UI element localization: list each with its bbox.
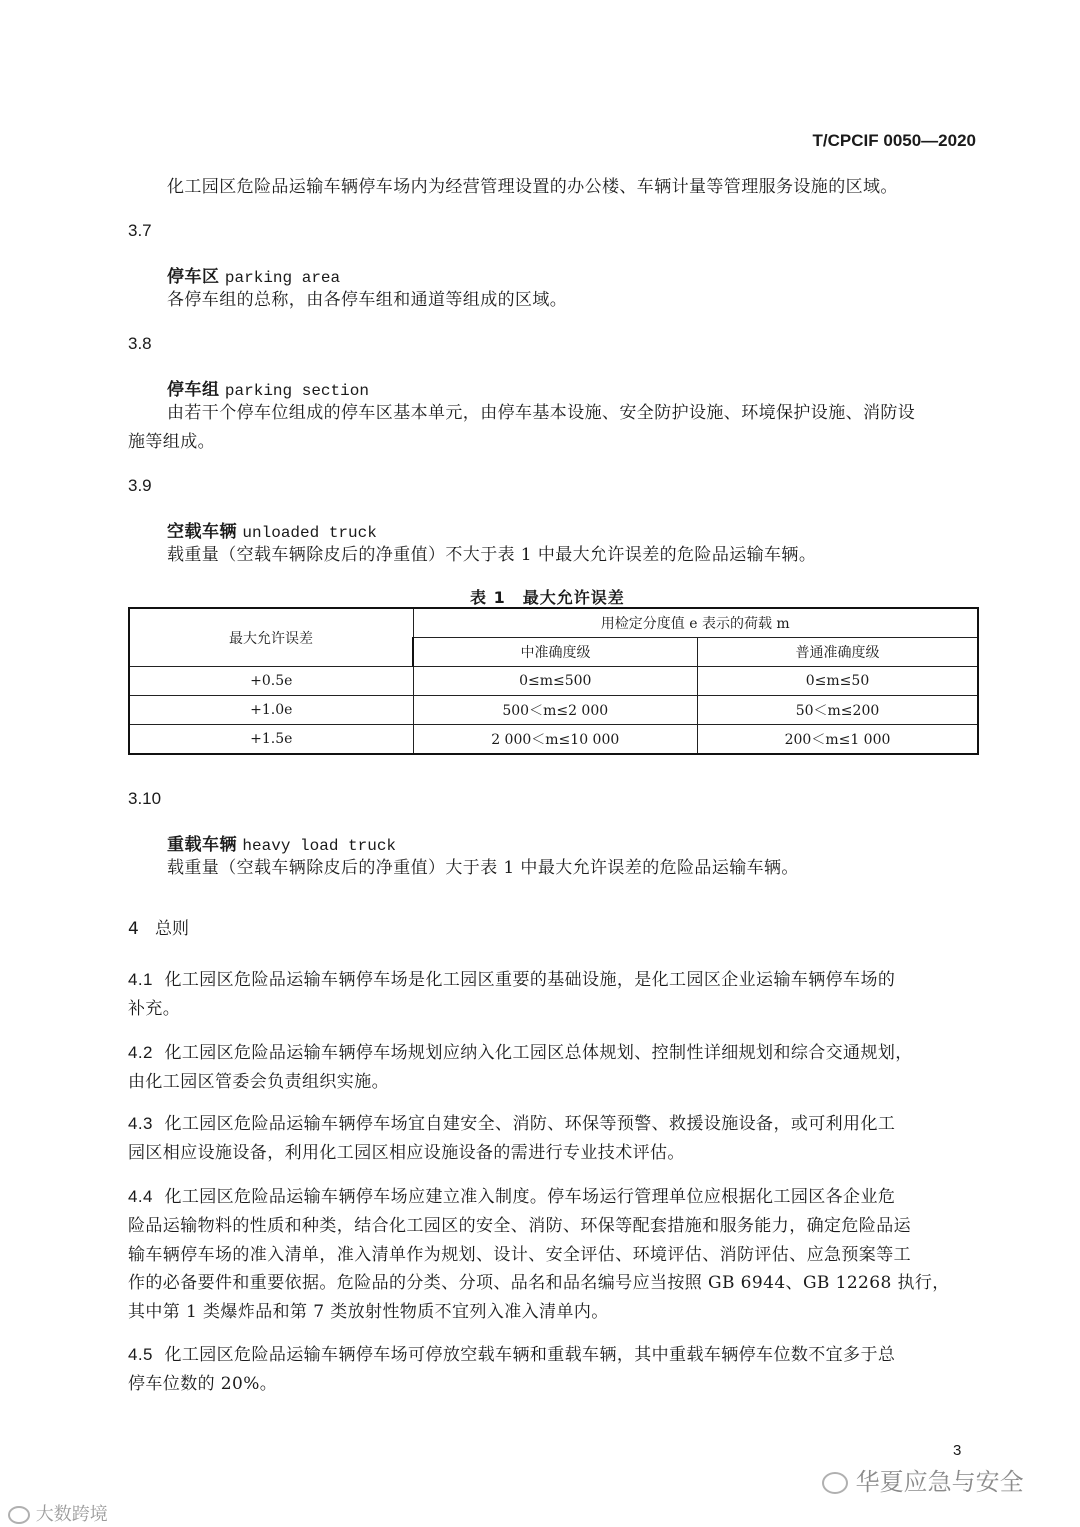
watermark-left: [8, 1500, 108, 1526]
clause-4-3-text: 化工园区危险品运输车辆停车场宜自建安全、消防、环保等预警、救援设施设备，或可利用化工: [164, 1114, 896, 1134]
table-cell-medium: 0≤m≤500: [413, 667, 698, 696]
clause-number-4-2: 4.2: [128, 1043, 153, 1062]
term-en: parking section: [224, 382, 369, 400]
document-code: T/CPCIF 0050—2020: [812, 131, 976, 150]
clause-number-4-4: 4.4: [128, 1187, 153, 1206]
clause-number-3-8: 3.8: [128, 334, 152, 353]
clause-4-1-line1: [128, 970, 895, 990]
clause-number-3-10: 3.10: [128, 789, 162, 808]
clause-4-4-line3: 输车辆停车场的准入清单，准入清单作为规划、设计、安全评估、环境评估、消防评估、应急预案等工: [128, 1245, 911, 1265]
clause-4-4-text: 化工园区危险品运输车辆停车场应建立准入制度。停车场运行管理单位应根据化工园区各企业危: [164, 1187, 896, 1207]
table-cell-ordinary: 200＜m≤1 000: [698, 725, 979, 755]
clause-number-4-1: 4.1: [128, 970, 153, 989]
table-row: [129, 725, 978, 755]
clause-4-4-line1: [128, 1187, 895, 1207]
definition-3-8-line1: 由若干个停车位组成的停车区基本单元，由停车基本设施、安全防护设施、环境保护设施、消防设: [167, 403, 916, 423]
term-cn: 停车区: [167, 267, 220, 287]
definition-3-7: 各停车组的总称，由各停车组和通道等组成的区域。: [167, 290, 568, 310]
table-header-error: 最大允许误差: [129, 608, 413, 667]
clause-number-3-7: 3.7: [128, 221, 152, 240]
term-en: parking area: [224, 269, 341, 287]
watermark-right: [822, 1462, 1024, 1497]
clause-number-3-9: 3.9: [128, 476, 152, 495]
clause-4-2-line1: [128, 1043, 913, 1063]
term-3-10: [167, 830, 396, 855]
definition-3-10: 载重量（空载车辆除皮后的净重值）大于表 1 中最大允许误差的危险品运输车辆。: [167, 858, 799, 878]
term-3-7: [167, 262, 340, 287]
wechat-logo-icon: [822, 1472, 848, 1494]
table-row: [129, 667, 978, 696]
table-row: [129, 696, 978, 725]
term-en: unloaded truck: [242, 524, 377, 542]
clause-4-5-text: 化工园区危险品运输车辆停车场可停放空载车辆和重载车辆，其中重载车辆停车位数不宜多于总: [164, 1345, 896, 1365]
table-caption: 表 1 最大允许误差: [470, 588, 625, 607]
definition-3-9: 载重量（空载车辆除皮后的净重值）不大于表 1 中最大允许误差的危险品运输车辆。: [167, 545, 817, 565]
table-cell-error: +1.0e: [129, 696, 413, 725]
clause-4-4-line4: 作的必备要件和重要依据。危险品的分类、分项、品名和品名编号应当按照 GB 6944、GB 12268 执行，: [128, 1273, 950, 1293]
clause-4-5-line2: 停车位数的 20%。: [128, 1374, 278, 1394]
clause-4-3-line1: [128, 1114, 895, 1134]
clause-4-4-line2: 险品运输物料的性质和种类，结合化工园区的安全、消防、环保等配套措施和服务能力，确定危险品运: [128, 1216, 911, 1236]
term-3-8: [167, 375, 369, 400]
table-cell-medium: 500＜m≤2 000: [413, 696, 698, 725]
clause-4-1-line2: 补充。: [128, 999, 181, 1019]
table-cell-ordinary: 50＜m≤200: [698, 696, 979, 725]
watermark-right-text: 华夏应急与安全: [855, 1468, 1024, 1496]
clause-4-1-text: 化工园区危险品运输车辆停车场是化工园区重要的基础设施，是化工园区企业运输车辆停车场的: [164, 970, 896, 990]
clause-number-4-3: 4.3: [128, 1114, 153, 1133]
term-cn: 重载车辆: [167, 835, 237, 855]
table-cell-medium: 2 000＜m≤10 000: [413, 725, 698, 755]
table-header-group: 用检定分度值 e 表示的荷载 m: [413, 608, 978, 638]
max-error-table: [128, 607, 979, 755]
table-cell-ordinary: 0≤m≤50: [698, 667, 979, 696]
clause-4-5-line1: [128, 1345, 895, 1365]
clause-4-2-line2: 由化工园区管委会负责组织实施。: [128, 1072, 389, 1092]
table-cell-error: +0.5e: [129, 667, 413, 696]
section-4-title: 总则: [155, 919, 190, 939]
weibo-logo-icon: [8, 1506, 30, 1524]
definition-3-6: 化工园区危险品运输车辆停车场内为经营管理设置的办公楼、车辆计量等管理服务设施的区域。: [167, 177, 898, 197]
page-number: 3: [953, 1442, 962, 1459]
clause-4-3-line2: 园区相应设施设备，利用化工园区相应设施设备的需进行专业技术评估。: [128, 1143, 685, 1163]
watermark-left-text: 大数跨境: [35, 1504, 108, 1525]
clause-number-4-5: 4.5: [128, 1345, 153, 1364]
table-cell-error: +1.5e: [129, 725, 413, 755]
clause-4-2-text: 化工园区危险品运输车辆停车场规划应纳入化工园区总体规划、控制性详细规划和综合交通规划，: [164, 1043, 913, 1063]
table-header-ordinary: 普通准确度级: [698, 638, 979, 667]
term-en: heavy load truck: [242, 837, 397, 855]
term-3-9: [167, 517, 377, 542]
section-4-number: 4: [128, 919, 139, 939]
definition-3-8-line2: 施等组成。: [128, 432, 215, 452]
term-cn: 停车组: [167, 380, 220, 400]
term-cn: 空载车辆: [167, 522, 237, 542]
clause-4-4-line5: 其中第 1 类爆炸品和第 7 类放射性物质不宜列入准入清单内。: [128, 1302, 609, 1322]
section-4-heading: [128, 914, 189, 939]
table-header-medium: 中准确度级: [413, 638, 698, 667]
